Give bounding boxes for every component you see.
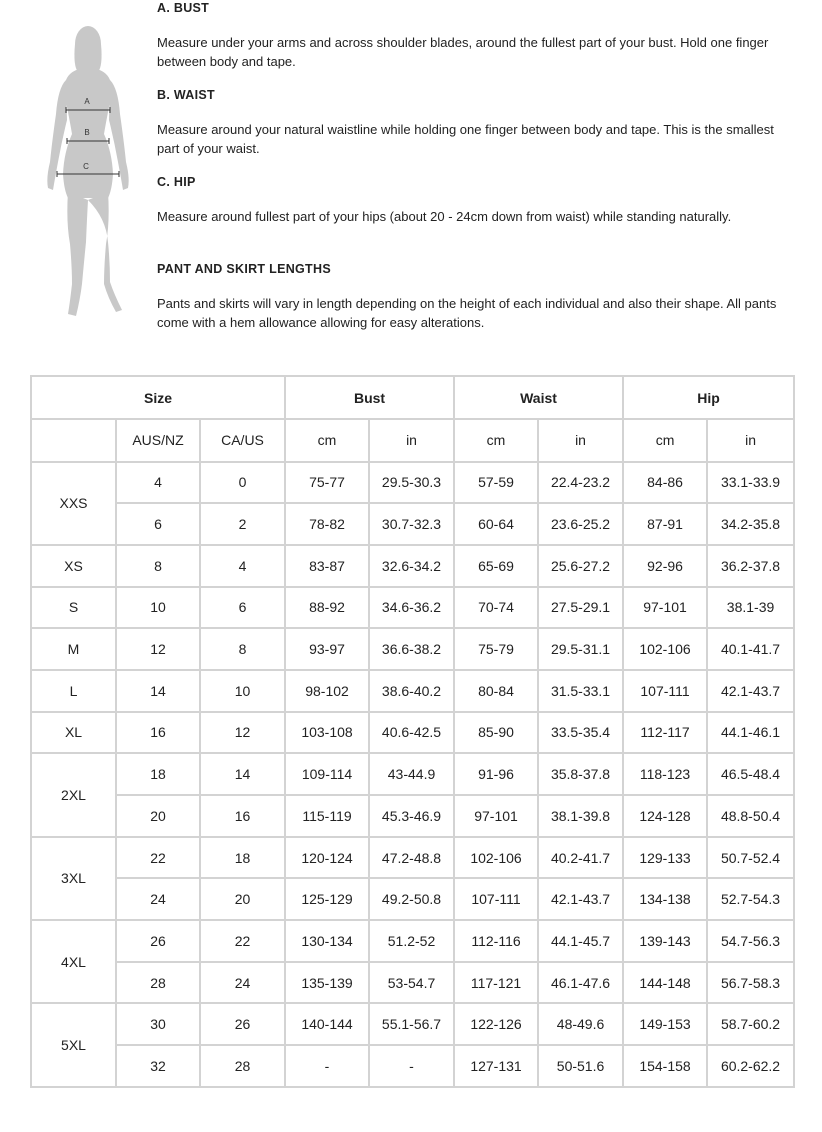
bust-cm-cell: 93-97 <box>285 628 369 670</box>
ca-us-cell: 28 <box>200 1045 285 1087</box>
hip-in-cell: 33.1-33.9 <box>707 462 794 504</box>
waist-in-cell: 29.5-31.1 <box>538 628 623 670</box>
bust-cm-cell: 83-87 <box>285 545 369 587</box>
hip-cm-cell: 124-128 <box>623 795 707 837</box>
waist-header: Waist <box>454 376 623 419</box>
table-row <box>31 503 794 545</box>
pant-skirt-heading: PANT AND SKIRT LENGTHS <box>157 262 331 276</box>
bust-in-header: in <box>369 419 454 462</box>
waist-in-cell: 23.6-25.2 <box>538 503 623 545</box>
waist-cm-cell: 122-126 <box>454 1003 538 1045</box>
bust-in-cell: 55.1-56.7 <box>369 1003 454 1045</box>
ca-us-cell: 8 <box>200 628 285 670</box>
waist-cm-cell: 65-69 <box>454 545 538 587</box>
waist-in-cell: 48-49.6 <box>538 1003 623 1045</box>
waist-cm-cell: 80-84 <box>454 670 538 712</box>
table-row <box>31 920 794 962</box>
ca-us-cell: 14 <box>200 753 285 795</box>
ca-us-cell: 10 <box>200 670 285 712</box>
bust-in-cell: 38.6-40.2 <box>369 670 454 712</box>
bust-instructions: Measure under your arms and across shoulder blades, around the fullest part of your bust. Hold one finger between body and tape. <box>157 35 769 69</box>
bust-cm-cell: 130-134 <box>285 920 369 962</box>
bust-cm-cell: 88-92 <box>285 587 369 629</box>
hip-in-cell: 42.1-43.7 <box>707 670 794 712</box>
bust-cm-cell: 98-102 <box>285 670 369 712</box>
waist-cm-cell: 75-79 <box>454 628 538 670</box>
waist-in-cell: 31.5-33.1 <box>538 670 623 712</box>
group-header-row <box>31 376 794 419</box>
hip-in-cell: 38.1-39 <box>707 587 794 629</box>
bust-in-cell: 53-54.7 <box>369 962 454 1004</box>
hip-in-header: in <box>707 419 794 462</box>
size-chart-table <box>30 375 795 1088</box>
aus-nz-cell: 14 <box>116 670 200 712</box>
bust-cm-cell: 78-82 <box>285 503 369 545</box>
waist-cm-cell: 70-74 <box>454 587 538 629</box>
hip-in-cell: 54.7-56.3 <box>707 920 794 962</box>
table-row <box>31 462 794 504</box>
waist-cm-cell: 91-96 <box>454 753 538 795</box>
hip-cm-cell: 139-143 <box>623 920 707 962</box>
table-row <box>31 962 794 1004</box>
size-label-cell: 4XL <box>31 920 116 1003</box>
waist-in-cell: 27.5-29.1 <box>538 587 623 629</box>
hip-in-cell: 48.8-50.4 <box>707 795 794 837</box>
hip-cm-cell: 129-133 <box>623 837 707 879</box>
hip-instructions: Measure around fullest part of your hips (about 20 - 24cm down from waist) while standing naturally. <box>157 209 732 224</box>
ca-us-cell: 20 <box>200 878 285 920</box>
bust-in-cell: 45.3-46.9 <box>369 795 454 837</box>
table-row <box>31 753 794 795</box>
waist-in-cell: 50-51.6 <box>538 1045 623 1087</box>
figure-label-b: B <box>84 128 90 137</box>
hip-cm-cell: 149-153 <box>623 1003 707 1045</box>
waist-cm-cell: 102-106 <box>454 837 538 879</box>
hip-cm-cell: 97-101 <box>623 587 707 629</box>
size-label-cell: 5XL <box>31 1003 116 1086</box>
bust-cm-cell: - <box>285 1045 369 1087</box>
hip-cm-cell: 134-138 <box>623 878 707 920</box>
ca-us-cell: 22 <box>200 920 285 962</box>
aus-nz-cell: 24 <box>116 878 200 920</box>
size-label-cell: S <box>31 587 116 629</box>
table-row <box>31 628 794 670</box>
hip-cm-cell: 144-148 <box>623 962 707 1004</box>
waist-in-cell: 44.1-45.7 <box>538 920 623 962</box>
hip-in-cell: 60.2-62.2 <box>707 1045 794 1087</box>
size-label-cell: XL <box>31 712 116 754</box>
aus-nz-cell: 22 <box>116 837 200 879</box>
hip-header: Hip <box>623 376 794 419</box>
ca-us-cell: 12 <box>200 712 285 754</box>
aus-nz-cell: 18 <box>116 753 200 795</box>
aus-nz-cell: 10 <box>116 587 200 629</box>
bust-cm-cell: 125-129 <box>285 878 369 920</box>
hip-cm-cell: 84-86 <box>623 462 707 504</box>
table-row <box>31 837 794 879</box>
figure-label-c: C <box>83 162 89 171</box>
hip-in-cell: 40.1-41.7 <box>707 628 794 670</box>
table-row <box>31 795 794 837</box>
bust-in-cell: 51.2-52 <box>369 920 454 962</box>
waist-instructions: Measure around your natural waistline while holding one finger between body and tape. This is the smallest part of your waist. <box>157 122 774 156</box>
table-row <box>31 1045 794 1087</box>
bust-in-cell: 43-44.9 <box>369 753 454 795</box>
ca-us-cell: 6 <box>200 587 285 629</box>
pant-skirt-instructions: Pants and skirts will vary in length depending on the height of each individual and also their shape. All pants come with a hem allowance allowing for easy alterations. <box>157 296 777 330</box>
bust-cm-cell: 140-144 <box>285 1003 369 1045</box>
aus-nz-cell: 20 <box>116 795 200 837</box>
blank-header-cell <box>31 419 116 462</box>
aus-nz-cell: 30 <box>116 1003 200 1045</box>
bust-cm-cell: 135-139 <box>285 962 369 1004</box>
hip-cm-header: cm <box>623 419 707 462</box>
aus-nz-cell: 8 <box>116 545 200 587</box>
hip-cm-cell: 112-117 <box>623 712 707 754</box>
hip-heading: C. HIP <box>157 175 196 189</box>
hip-in-cell: 56.7-58.3 <box>707 962 794 1004</box>
bust-in-cell: 49.2-50.8 <box>369 878 454 920</box>
bust-header: Bust <box>285 376 454 419</box>
ca-us-header: CA/US <box>200 419 285 462</box>
bust-cm-cell: 103-108 <box>285 712 369 754</box>
waist-heading: B. WAIST <box>157 88 215 102</box>
waist-in-cell: 25.6-27.2 <box>538 545 623 587</box>
bust-in-cell: 40.6-42.5 <box>369 712 454 754</box>
hip-in-cell: 52.7-54.3 <box>707 878 794 920</box>
waist-cm-cell: 60-64 <box>454 503 538 545</box>
bust-heading: A. BUST <box>157 1 210 15</box>
bust-in-cell: 47.2-48.8 <box>369 837 454 879</box>
size-label-cell: XXS <box>31 462 116 545</box>
ca-us-cell: 2 <box>200 503 285 545</box>
waist-in-cell: 38.1-39.8 <box>538 795 623 837</box>
hip-cm-cell: 118-123 <box>623 753 707 795</box>
table-row <box>31 587 794 629</box>
waist-cm-cell: 117-121 <box>454 962 538 1004</box>
bust-cm-cell: 120-124 <box>285 837 369 879</box>
figure-label-a: A <box>84 97 90 106</box>
bust-cm-cell: 115-119 <box>285 795 369 837</box>
waist-in-header: in <box>538 419 623 462</box>
hip-in-cell: 44.1-46.1 <box>707 712 794 754</box>
size-label-cell: XS <box>31 545 116 587</box>
hip-in-cell: 50.7-52.4 <box>707 837 794 879</box>
ca-us-cell: 16 <box>200 795 285 837</box>
hip-cm-cell: 102-106 <box>623 628 707 670</box>
waist-in-cell: 46.1-47.6 <box>538 962 623 1004</box>
ca-us-cell: 4 <box>200 545 285 587</box>
size-header: Size <box>31 376 285 419</box>
waist-in-cell: 33.5-35.4 <box>538 712 623 754</box>
waist-cm-cell: 107-111 <box>454 878 538 920</box>
ca-us-cell: 18 <box>200 837 285 879</box>
aus-nz-cell: 12 <box>116 628 200 670</box>
table-row <box>31 878 794 920</box>
waist-cm-cell: 85-90 <box>454 712 538 754</box>
hip-in-cell: 34.2-35.8 <box>707 503 794 545</box>
aus-nz-cell: 16 <box>116 712 200 754</box>
size-label-cell: 3XL <box>31 837 116 920</box>
size-label-cell: L <box>31 670 116 712</box>
body-measurement-figure <box>40 22 135 322</box>
aus-nz-cell: 32 <box>116 1045 200 1087</box>
hip-cm-cell: 154-158 <box>623 1045 707 1087</box>
waist-cm-cell: 97-101 <box>454 795 538 837</box>
waist-cm-cell: 57-59 <box>454 462 538 504</box>
waist-cm-header: cm <box>454 419 538 462</box>
size-label-cell: M <box>31 628 116 670</box>
size-label-cell: 2XL <box>31 753 116 836</box>
bust-cm-cell: 75-77 <box>285 462 369 504</box>
bust-in-cell: 29.5-30.3 <box>369 462 454 504</box>
hip-in-cell: 36.2-37.8 <box>707 545 794 587</box>
waist-cm-cell: 112-116 <box>454 920 538 962</box>
bust-cm-header: cm <box>285 419 369 462</box>
hip-in-cell: 46.5-48.4 <box>707 753 794 795</box>
bust-in-cell: 36.6-38.2 <box>369 628 454 670</box>
hip-cm-cell: 107-111 <box>623 670 707 712</box>
unit-header-row <box>31 419 794 462</box>
ca-us-cell: 0 <box>200 462 285 504</box>
hip-cm-cell: 87-91 <box>623 503 707 545</box>
aus-nz-cell: 28 <box>116 962 200 1004</box>
hip-in-cell: 58.7-60.2 <box>707 1003 794 1045</box>
bust-in-cell: 30.7-32.3 <box>369 503 454 545</box>
aus-nz-header: AUS/NZ <box>116 419 200 462</box>
table-row <box>31 670 794 712</box>
table-row <box>31 712 794 754</box>
waist-in-cell: 22.4-23.2 <box>538 462 623 504</box>
waist-cm-cell: 127-131 <box>454 1045 538 1087</box>
aus-nz-cell: 6 <box>116 503 200 545</box>
waist-in-cell: 40.2-41.7 <box>538 837 623 879</box>
body-silhouette-icon <box>40 22 135 322</box>
ca-us-cell: 26 <box>200 1003 285 1045</box>
bust-cm-cell: 109-114 <box>285 753 369 795</box>
aus-nz-cell: 4 <box>116 462 200 504</box>
bust-in-cell: 32.6-34.2 <box>369 545 454 587</box>
hip-cm-cell: 92-96 <box>623 545 707 587</box>
ca-us-cell: 24 <box>200 962 285 1004</box>
bust-in-cell: - <box>369 1045 454 1087</box>
table-row <box>31 545 794 587</box>
table-row <box>31 1003 794 1045</box>
waist-in-cell: 35.8-37.8 <box>538 753 623 795</box>
waist-in-cell: 42.1-43.7 <box>538 878 623 920</box>
bust-in-cell: 34.6-36.2 <box>369 587 454 629</box>
aus-nz-cell: 26 <box>116 920 200 962</box>
